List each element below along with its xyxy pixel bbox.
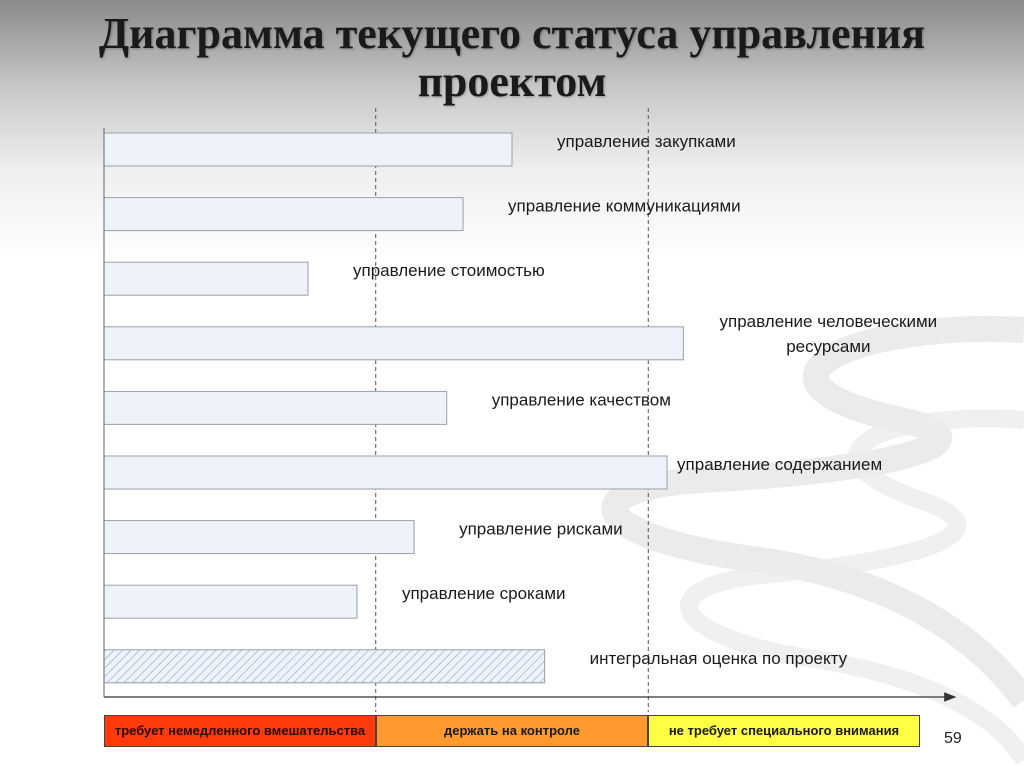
page-number: 59 <box>944 730 962 747</box>
bar-label: управление рисками <box>459 519 623 539</box>
bar <box>104 391 447 424</box>
bar <box>104 456 667 489</box>
bar-label: управление стоимостью <box>353 261 545 281</box>
bar <box>104 521 414 554</box>
bar <box>104 585 357 618</box>
bar-label: управление качеством <box>491 390 671 410</box>
bar <box>104 133 512 166</box>
zone-monitor-label: держать на контроле <box>376 715 648 747</box>
bar-label: управление человеческими ресурсами <box>719 311 938 356</box>
bar-label: управление коммуникациями <box>508 196 741 216</box>
bar <box>104 650 545 683</box>
bar <box>104 198 463 231</box>
bar-label: интегральная оценка по проекту <box>589 648 848 668</box>
zone-urgent-label: требует немедленного вмешательства <box>104 715 376 747</box>
bar-label: управление сроками <box>401 584 566 604</box>
slide-title: Диаграмма текущего статуса управления проектом <box>98 9 926 106</box>
bar <box>104 327 683 360</box>
zone-no-attention-label: не требует специального внимания <box>648 715 920 747</box>
bar-label: управление содержанием <box>677 455 883 474</box>
bar-label: управление закупками <box>557 132 736 151</box>
bar <box>104 262 308 295</box>
